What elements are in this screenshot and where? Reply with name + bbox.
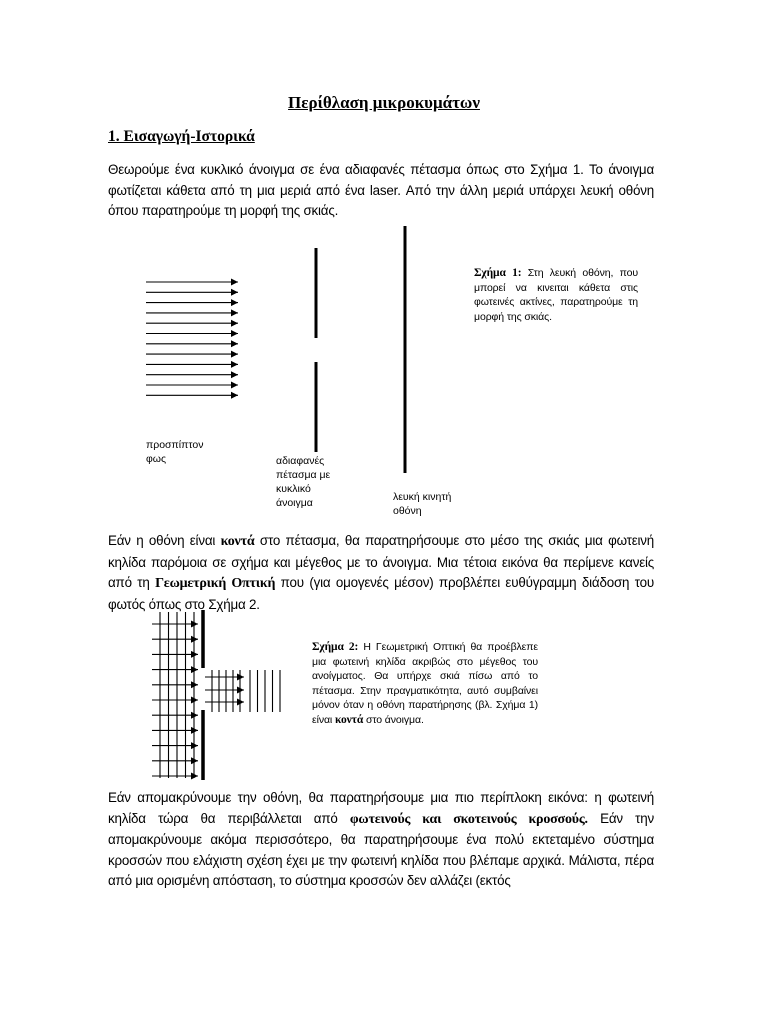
label-incident-light: προσπίπτον φως: [146, 439, 204, 465]
emphasis-geometric-optics: Γεωμετρική Οπτική: [155, 576, 276, 591]
figure-1-caption-text: Στη λευκή οθόνη, που μπορεί να κινειται κάθετα στις φωτεινές ακτίνες, παρατηρούμε τη μορφή της σκιάς.: [474, 267, 638, 323]
figure-2-caption-emphasis: κοντά: [334, 713, 364, 726]
figure-1-caption-label: Σχήμα 1:: [474, 267, 522, 279]
paragraph-intro: Θεωρούμε ένα κυκλικό άνοιγμα σε ένα αδιαφανές πέτασμα όπως στο Σχήμα 1. Το άνοιγμα φωτίζεται κάθετα από τη μια μεριά από ένα laser. Από την άλλη μεριά υπάρχει λευκή οθόνη όπου παρατηρούμε τη μορφή της σκιάς.: [108, 162, 654, 218]
paragraph-near-screen: Εάν η οθόνη είναι κοντά στο πέτασμα, θα παρατηρήσουμε στο μέσο της σκιάς μια φωτεινή κηλίδα παρόμοια σε σχήμα και μέγεθος με το άνοιγμα. Μια τέτοια εικόνα θα περίμενε κανείς από τη Γεωμετρική Οπτική που (για ομογενές μέσον) προβλέπει ευθύγραμμη διάδοση του φωτός όπως στο Σχήμα 2.: [108, 533, 655, 612]
incident-light-arrows: [146, 282, 238, 395]
figure-1-caption: [474, 266, 638, 324]
emphasis-near: κοντά: [220, 534, 255, 549]
section-heading: 1. Εισαγωγή-Ιστορικά: [108, 128, 255, 145]
paragraph-far-screen: Εάν απομακρύνουμε την οθόνη, θα παρατηρήσουμε μια πιο περίπλοκη εικόνα: η φωτεινή κηλίδα τώρα θα περιβάλλεται από φωτεινούς και σκοτεινούς κροσσούς. Εάν την απομακρύνουμε ακόμα περισσότερο, θα παρατηρήσουμε ένα πολύ εκτεταμένο σύστημα κροσσών που ελάχιστη σχέση έχει με την φωτεινή κηλίδα που βλέπαμε αρχικά. Μάλιστα, πέρα από μια ορισμένη απόσταση, το σύστημα κροσσών δεν αλλάζει (εκτός: [108, 790, 654, 888]
page-title: Περίθλαση μικροκυμάτων: [288, 93, 480, 112]
figure-2-caption-label: Σχήμα 2:: [312, 641, 359, 653]
figure-2-ray-grid: [152, 612, 280, 778]
emphasis-fringes: φωτεινούς και σκοτεινούς κροσσούς.: [349, 811, 588, 827]
figure-2-caption: Σχήμα 2: Η Γεωμετρική Οπτική θα προέβλεπε μια φωτεινή κηλίδα ακριβώς στο μέγεθος του ανοίγματος. Θα υπήρχε σκιά πίσω από το πέτασμα. Στην πραγματικότητα, αυτό συμβαίνει μόνον όταν η οθόνη παρατήρησης (βλ. Σχήμα 1) είναι κοντά στο άνοιγμα.: [312, 641, 538, 726]
label-opaque-screen: αδιαφανές πέτασμα με κυκλικό άνοιγμα: [276, 455, 331, 509]
label-white-screen: λευκή κινητή οθόνη: [393, 491, 452, 517]
